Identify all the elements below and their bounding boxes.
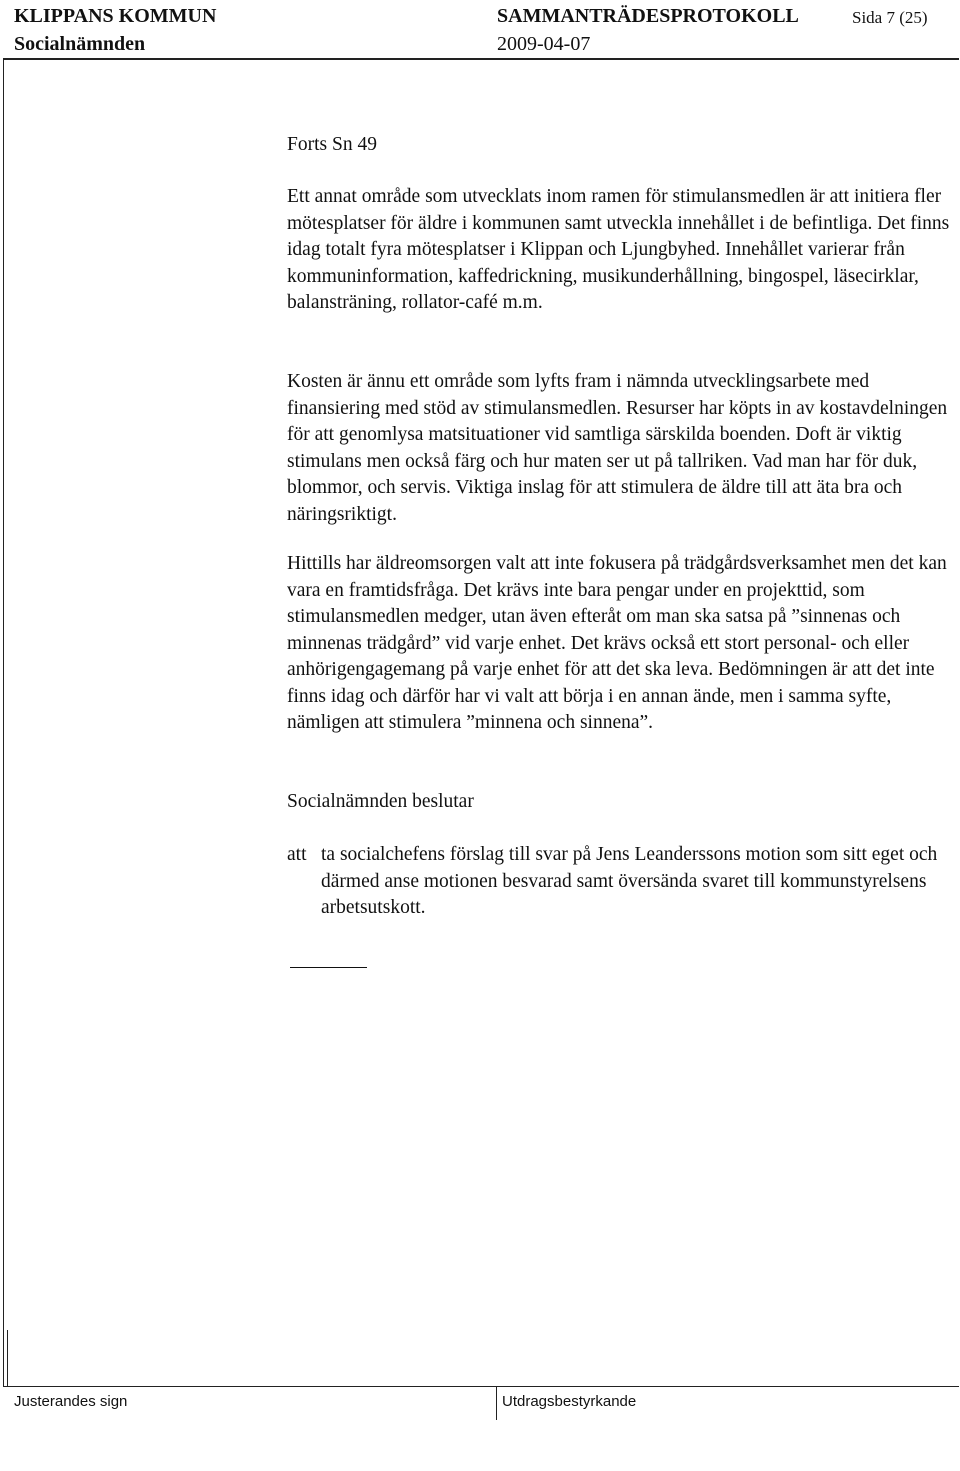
decision-att-keyword: att — [287, 844, 307, 865]
organization-name: KLIPPANS KOMMUN — [14, 5, 217, 27]
section-heading — [287, 132, 952, 159]
extract-certification-label: Utdragsbestyrkande — [502, 1393, 637, 1410]
end-rule — [290, 967, 367, 968]
footer-column-divider — [496, 1386, 497, 1420]
meeting-date: 2009-04-07 — [497, 33, 591, 55]
document-type: SAMMANTRÄDESPROTOKOLL — [497, 5, 799, 27]
paragraph-text: Hittills har äldreomsorgen valt att inte fokusera på trädgårdsverksamhet men det kan vara en framtidsfråga. Det krävs inte bara pengar under en projekttid, som stimulansmedlen medger, utan även efteråt om man ska satsa på ”sinnenas och minnenas trädgård” vid varje enhet. Det krävs också ett stort personal- och eller anhörigengagemang på varje enhet för att det ska leva. Bedömningen är att det inte finns idag och därför har vi valt att börja i en annan ände, men i samma syfte, nämligen att stimulera ”minnena och sinnena”. — [287, 553, 947, 733]
signature-label: Justerandes sign — [14, 1393, 128, 1410]
page-number: Sida 7 (25) — [852, 8, 928, 27]
decision-text: ta socialchefens förslag till svar på Jens Leanderssons motion som sitt eget och därmed anse motionen besvarad samt översända svaret till kommunstyrelsens arbetsutskott. — [321, 844, 938, 918]
footer-divider — [3, 1386, 959, 1387]
section-heading-text: Forts Sn 49 — [287, 134, 377, 155]
committee-name: Socialnämnden — [14, 33, 146, 55]
decision-heading — [287, 789, 952, 816]
paragraph — [287, 369, 952, 528]
header-divider — [3, 58, 959, 60]
left-margin-line — [3, 58, 4, 1386]
decision-item — [287, 842, 952, 922]
paragraph — [287, 184, 952, 317]
left-margin-line-inner — [7, 1330, 8, 1386]
paragraph-text: Ett annat område som utvecklats inom ramen för stimulansmedlen är att initiera fler mötesplatser för äldre i kommunen samt utveckla innehållet i de befintliga. Det finns idag totalt fyra mötesplatser i Klippan och Ljungbyhed. Innehållet varierar från kommuninformation, kaffedrickning, musikunderhållning, bingospel, läsecirklar, balansträning, rollator-café m.m. — [287, 186, 950, 313]
decision-heading-text: Socialnämnden beslutar — [287, 791, 474, 812]
paragraph — [287, 551, 952, 737]
paragraph-text: Kosten är ännu ett område som lyfts fram i nämnda utvecklingsarbete med finansiering med stöd av stimulansmedlen. Resurser har köpts in av kostavdelningen för att genomlysa matsituationer vid samtliga särskilda boenden. Doft är viktig stimulans men också färg och hur maten ser ut på tallriken. Vad man har för duk, blommor, och servis. Viktiga inslag för att stimulera de äldre till att äta bra och näringsriktigt. — [287, 371, 948, 525]
